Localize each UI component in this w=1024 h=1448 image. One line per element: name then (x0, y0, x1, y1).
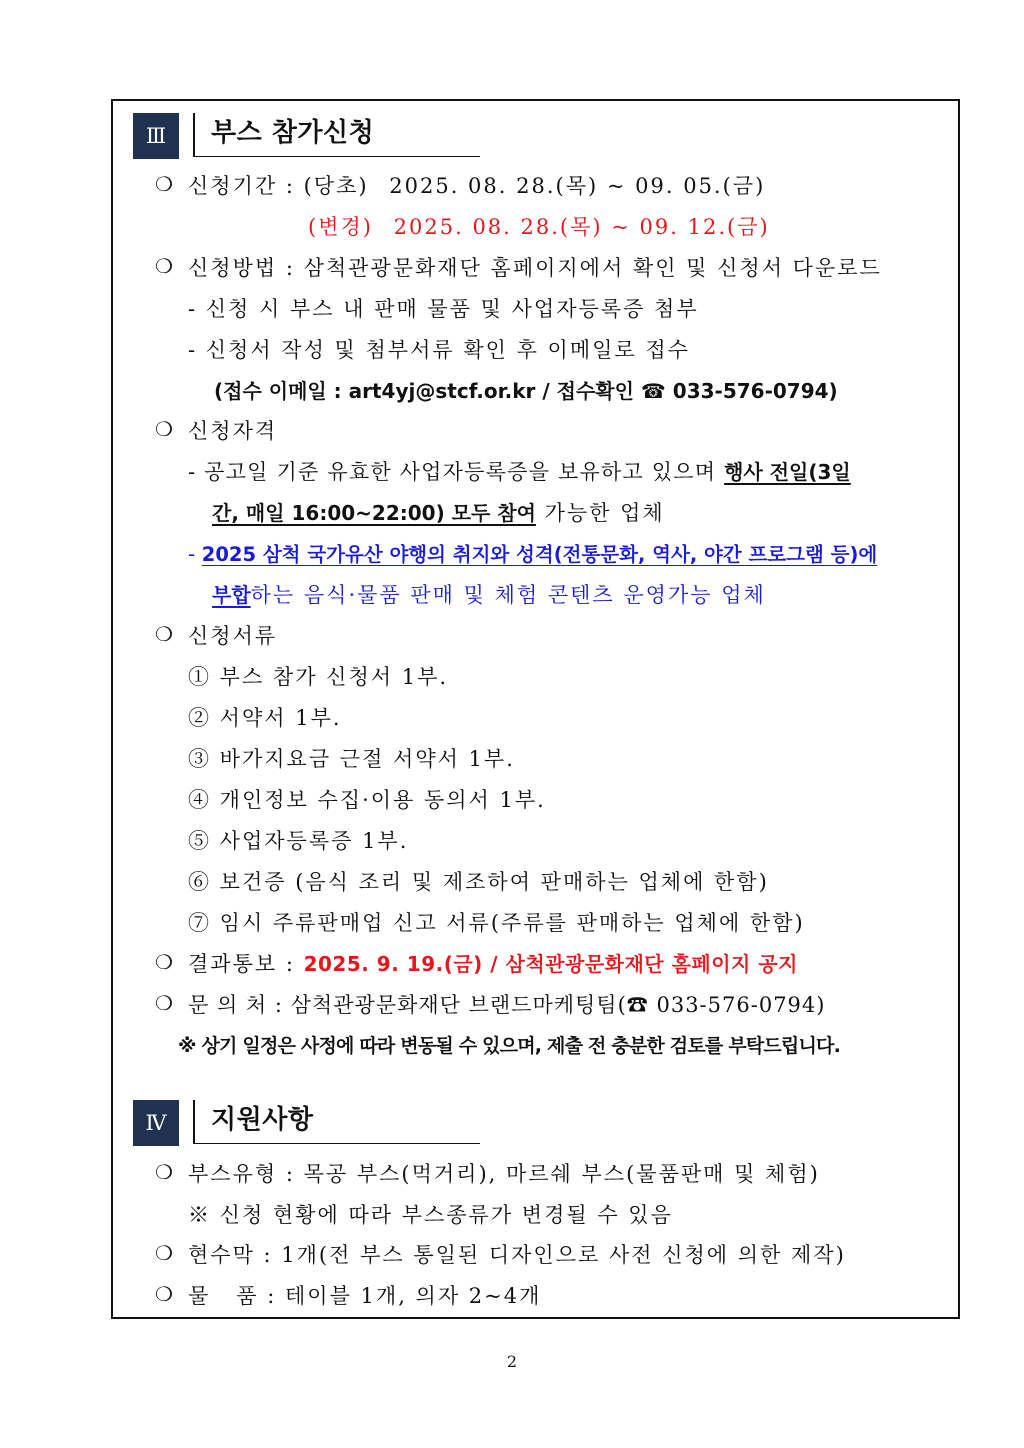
qualification-1-cont: 간, 매일 16:00~22:00) 모두 참여 가능한 업체 (212, 501, 665, 525)
email-line: (접수 이메일 : art4yj@stcf.or.kr / 접수확인 ☎ 033-576-0794) (214, 379, 838, 403)
bullet-icon: ❍ (155, 172, 173, 196)
section-number: Ⅲ (133, 113, 179, 159)
bullet-icon: ❍ (155, 950, 173, 974)
banner-support: 현수막 : 1개(전 부스 통일된 디자인으로 사전 신청에 의한 제작) (188, 1243, 846, 1267)
booth-note: ※ 신청 현황에 따라 부스종류가 변경될 수 있음 (188, 1203, 673, 1227)
bullet-icon: ❍ (155, 991, 173, 1015)
method-sub-2: - 신청서 작성 및 첨부서류 확인 후 이메일로 접수 (188, 338, 690, 362)
result-notice: 결과통보 : 2025. 9. 19.(금) / 삼척관광문화재단 홈페이지 공지 (188, 952, 798, 976)
bullet-icon: ❍ (155, 622, 173, 646)
document-item: ⑥ 보건증 (음식 조리 및 제조하여 판매하는 업체에 한함) (188, 870, 769, 894)
document-item: ④ 개인정보 수집·이용 동의서 1부. (188, 788, 546, 812)
section-title: 부스 참가신청 (193, 113, 480, 157)
section-number: Ⅳ (133, 1100, 179, 1146)
phone-icon: ☎ (640, 379, 666, 403)
booth-type: 부스유형 : 목공 부스(먹거리), 마르쉐 부스(물품판매 및 체험) (188, 1162, 820, 1186)
phone-icon: ☎ (626, 993, 649, 1017)
application-method: 신청방법 : 삼척관광문화재단 홈페이지에서 확인 및 신청서 다운로드 (188, 256, 882, 280)
bullet-icon: ❍ (155, 417, 173, 441)
bullet-icon: ❍ (155, 1160, 173, 1184)
document-item: ② 서약서 1부. (188, 706, 342, 730)
page-number: 2 (506, 1352, 518, 1371)
application-period-changed: (변경) 2025. 08. 28.(목) ~ 09. 12.(금) (308, 215, 770, 239)
method-sub-1: - 신청 시 부스 내 판매 물품 및 사업자등록증 첨부 (188, 297, 699, 321)
qualification-label: 신청자격 (188, 419, 278, 443)
contact: 문 의 처 : 삼척관광문화재단 브랜드마케팅팀(☎ 033-576-0794) (188, 993, 826, 1017)
goods-support: 물 품 : 테이블 1개, 의자 2~4개 (188, 1284, 542, 1308)
document-item: ⑤ 사업자등록증 1부. (188, 829, 409, 853)
application-period: 신청기간 : (당초) 2025. 08. 28.(목) ~ 09. 05.(금) (188, 174, 766, 198)
documents-label: 신청서류 (188, 624, 278, 648)
qualification-2-cont: 부합하는 음식·물품 판매 및 체험 콘텐츠 운영가능 업체 (212, 583, 766, 607)
document-item: ① 부스 참가 신청서 1부. (188, 665, 449, 689)
section-title: 지원사항 (193, 1100, 480, 1144)
email-address: art4yj@stcf.or.kr (348, 379, 536, 403)
document-item: ⑦ 임시 주류판매업 신고 서류(주류를 판매하는 업체에 한함) (188, 911, 805, 935)
qualification-2: - 2025 삼척 국가유산 야행의 취지와 성격(전통문화, 역사, 야간 프로그램 등)에 (188, 542, 878, 566)
document-item: ③ 바가지요금 근절 서약서 1부. (188, 747, 515, 771)
bullet-icon: ❍ (155, 1282, 173, 1306)
schedule-note: ※ 상기 일정은 사정에 따라 변동될 수 있으며, 제출 전 충분한 검토를 부탁드립니다. (178, 1035, 841, 1057)
qualification-1: - 공고일 기준 유효한 사업자등록증을 보유하고 있으며 행사 전일(3일 (188, 460, 851, 484)
bullet-icon: ❍ (155, 1241, 173, 1265)
bullet-icon: ❍ (155, 254, 173, 278)
